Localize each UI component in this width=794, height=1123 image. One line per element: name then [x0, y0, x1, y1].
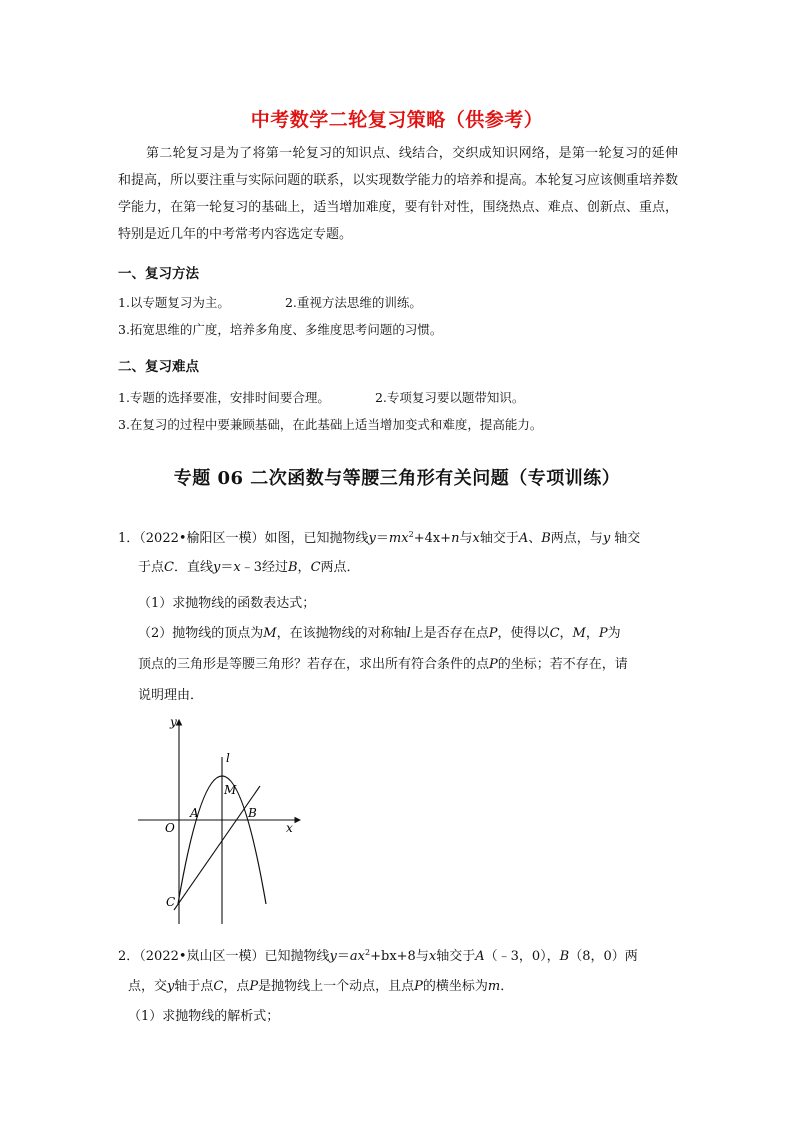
q1-l2-text-c: ﹣3经过	[240, 560, 288, 575]
section-heading-difficulties: 二、复习难点	[118, 359, 199, 375]
q1-number: 1．	[118, 531, 140, 546]
q2-l2-text-c: ，点	[223, 979, 250, 994]
q2-l2-text-d: 是抛物线上一个动点，且点	[258, 979, 415, 994]
q1-figure	[130, 712, 310, 926]
q1-point-c: C	[164, 560, 174, 575]
q2-eq-exponent: 2	[365, 948, 371, 957]
q2-l2-text-e: 的横坐标为	[422, 979, 488, 994]
q2-l2-y: y	[167, 979, 175, 994]
method-item-2: 2.重视方法思维的训练。	[284, 295, 422, 310]
label-l: l	[226, 751, 230, 765]
q1-line-2	[138, 556, 704, 575]
difficulty-item-3: 3.在复习的过程中要兼顾基础，在此基础上适当增加变式和难度，提高能力。	[118, 417, 543, 432]
q1-point-a: A	[518, 531, 529, 546]
q1-source: （2022•榆阳区一模）如图，已知抛物线	[139, 531, 369, 546]
q1-l2-y: y	[212, 560, 221, 575]
q1-part-2-line-1	[138, 622, 704, 641]
q1-line-1	[118, 527, 684, 546]
q1-p2l2-text-a: 顶点的三角形是等腰三角形？若存在，求出所有符合条件的点	[138, 657, 490, 672]
q1-p2l2-text-b: 的坐标；若不存在，请	[497, 657, 628, 672]
label-c: C	[166, 895, 176, 909]
q1-p2-text-f: ，	[585, 626, 599, 641]
q1-text-a: 与	[459, 531, 473, 546]
difficulty-item-1: 1.专题的选择要准，安排时间要合理。	[118, 390, 330, 405]
label-x: x	[286, 821, 293, 835]
q2-point-b: B	[559, 949, 570, 964]
q1-p2-p2: P	[598, 626, 608, 641]
q1-l2-text-d: 两点．	[320, 560, 360, 575]
q1-p2-l: l	[406, 626, 411, 641]
section-heading-methods: 一、复习方法	[118, 266, 199, 282]
intro-paragraph: 第二轮复习是为了将第一轮复习的知识点、线结合，交织成知识网络，是第一轮复习的延伸和提高，所以要注重与实际问题的联系，以实现数学能力的培养和提高。本轮复习应该侧重培养数学能力，在第一轮复习的基础上，适当增加难度，要有针对性，围绕热点、难点、创新点、重点，特别是近几年的中考常考内容选定专题。	[118, 146, 678, 242]
q1-eq-y: y	[368, 531, 376, 546]
label-a: A	[190, 806, 199, 820]
q2-eq-equals: ＝	[336, 949, 350, 964]
q2-eq-ax: ax	[349, 949, 366, 964]
label-b: B	[248, 806, 257, 820]
q1-eq-equals: ＝	[375, 531, 389, 546]
q2-l2-c: C	[213, 979, 224, 994]
q1-p2-p: P	[488, 626, 498, 641]
q1-eq-mx: mx	[388, 531, 409, 546]
q1-p2-text-d: ，使得以	[497, 626, 550, 641]
q2-l2-text-f: ．	[500, 979, 514, 994]
topic-title: 专题 06 二次函数与等腰三角形有关问题（专项训练）	[173, 468, 621, 489]
q1-part-2-line-3: 说明理由．	[138, 688, 204, 703]
q1-p2-text-b: ，在该抛物线的对称轴	[276, 626, 407, 641]
q1-part-2-line-2	[138, 653, 704, 672]
q1-l2-c: C	[310, 560, 321, 575]
q2-line-1	[118, 945, 684, 964]
q2-l2-text-b: 轴于点	[174, 979, 214, 994]
label-y: y	[170, 715, 177, 729]
q1-p2-m: M	[263, 626, 277, 641]
q1-text-e: 轴交	[610, 531, 641, 546]
label-o: O	[165, 821, 175, 835]
q2-text-a: 与	[415, 949, 429, 964]
document-title: 中考数学二轮复习策略（供参考）	[250, 109, 544, 131]
method-item-3: 3.拓宽思维的广度，培养多角度、多维度思考问题的习惯。	[118, 322, 443, 337]
q1-eq-n: n	[451, 531, 460, 546]
q2-b-coord: （8，0）两	[569, 949, 638, 964]
q1-l2-comma: ，	[297, 560, 311, 575]
q1-eq-exponent: 2	[408, 530, 414, 539]
q1-l2-x: x	[233, 560, 241, 575]
q1-p2-text-c: 上是否存在点	[410, 626, 489, 641]
q1-p2-m2: M	[572, 626, 586, 641]
q2-point-a: A	[475, 949, 485, 964]
methods-line-1	[118, 293, 422, 311]
q1-eq-tail: +4x+	[413, 531, 452, 546]
q2-l2-text-a: 点，交	[128, 979, 168, 994]
q1-text-c: 、	[528, 531, 542, 546]
q2-var-x: x	[428, 949, 437, 964]
q1-l2-text-b: ．直线	[173, 560, 213, 575]
label-m: M	[224, 783, 237, 797]
difficulty-item-2: 2.专项复习要以题带知识。	[374, 390, 525, 405]
q1-l2-text-a: 于点	[138, 560, 165, 575]
q1-l2-eq: ＝	[220, 560, 234, 575]
q2-l2-p2: P	[414, 979, 423, 994]
q2-a-coord: （﹣3，0），	[484, 949, 560, 964]
q2-eq-tail: +bx+8	[370, 949, 416, 964]
q2-source: （2022•岚山区一模）已知抛物线	[139, 949, 330, 964]
q1-text-d: 两点，与	[550, 531, 603, 546]
q1-p2-text-g: 为	[607, 626, 621, 641]
q1-text-b: 轴交于	[479, 531, 519, 546]
q2-l2-m: m	[487, 979, 501, 994]
q2-text-b: 轴交于	[436, 949, 476, 964]
q1-var-y: y	[602, 531, 611, 546]
q1-p2-c: C	[549, 626, 560, 641]
method-item-1: 1.以专题复习为主。	[118, 295, 230, 310]
q1-p2-text-e: ，	[559, 626, 573, 641]
q1-l2-b: B	[287, 560, 298, 575]
difficulties-line-1	[118, 388, 524, 406]
q2-line-2	[128, 975, 694, 994]
q2-l2-p: P	[249, 979, 259, 994]
q2-part-1: （1）求抛物线的解析式；	[128, 1009, 280, 1024]
q2-eq-y: y	[329, 949, 337, 964]
q2-number: 2．	[118, 949, 140, 964]
q1-p2-text-a: （2）抛物线的顶点为	[138, 626, 264, 641]
q1-var-x: x	[472, 531, 480, 546]
q1-point-b: B	[541, 531, 551, 546]
q1-p2l2-p: P	[489, 657, 498, 672]
q1-part-1: （1）求抛物线的函数表达式；	[138, 596, 316, 611]
line-bc	[174, 786, 260, 910]
